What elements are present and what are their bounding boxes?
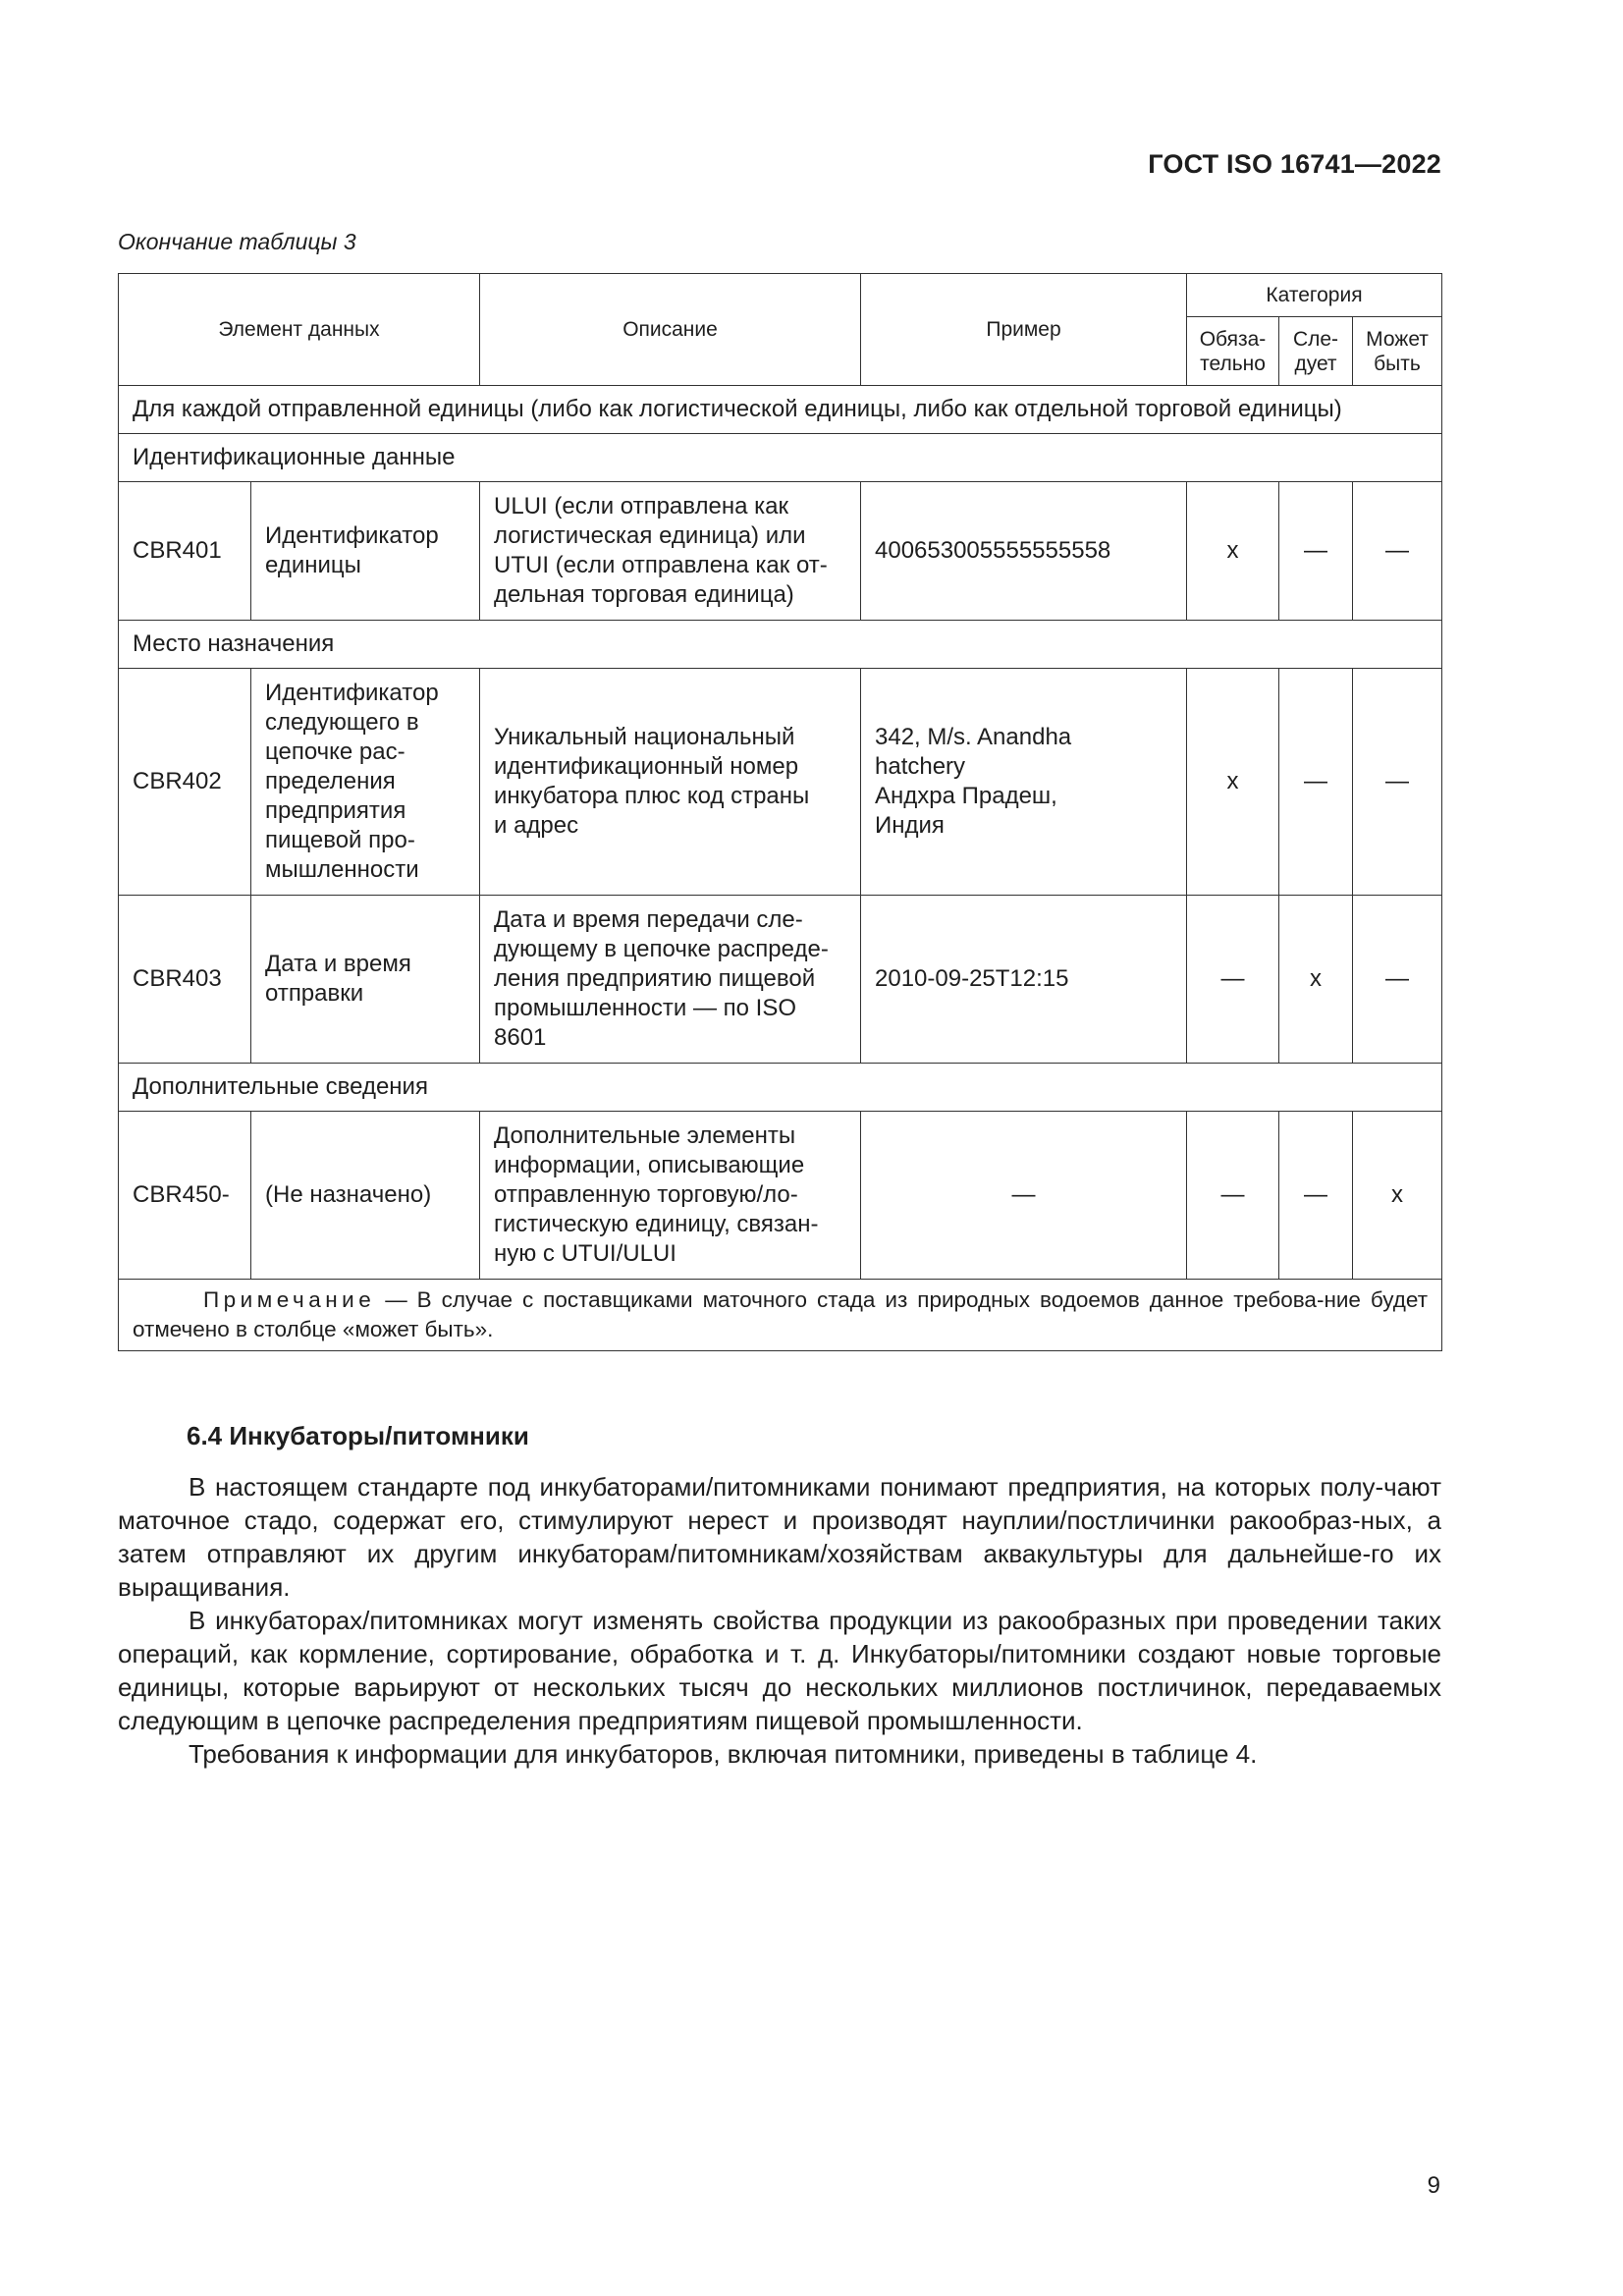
row-should: — [1279,669,1353,896]
row-should: x [1279,896,1353,1064]
page-number: 9 [1427,2172,1440,2199]
section-row-destination: Место назначения [119,621,1442,669]
table-row [119,482,1442,621]
row-name: Идентификатор следующего в цепочке рас- пределения предприятия пищевой про- мышленности [251,669,480,896]
section-row-all-units: Для каждой отправленной единицы (либо как логистической единицы, либо как отдельной торговой единицы) [119,386,1442,434]
standard-header: ГОСТ ISO 16741—2022 [1148,149,1441,179]
row-example: 2010-09-25T12:15 [861,896,1187,1064]
table-note [119,1280,1442,1351]
row-mandatory: — [1187,896,1279,1064]
header-example: Пример [861,274,1187,386]
row-name: Дата и время отправки [251,896,480,1064]
row-example: 342, M/s. Anandha hatchery Андхра Прадеш, Индия [861,669,1187,896]
row-mandatory: — [1187,1112,1279,1280]
header-cat-mandatory: Обяза- тельно [1187,317,1279,386]
row-description: Дополнительные элементы информации, описывающие отправленную торговую/ло- гистическую единицу, связан- ную с UTUI/ULUI [480,1112,861,1280]
table-row [119,669,1442,896]
paragraph: В настоящем стандарте под инкубаторами/питомниками понимают предприятия, на которых полу-чают маточное стадо, содержат его, стимулируют нерест и производят науплии/постличинки ракообраз-ных, а затем отправляют их другим инкубаторам/питомникам/хозяйствам аквакультуры для дальнейше-го их выращивания. [118,1472,1441,1602]
header-element: Элемент данных [119,274,480,386]
table-caption: Окончание таблицы 3 [118,229,356,254]
paragraph: В инкубаторах/питомниках могут изменять свойства продукции из ракообразных при проведении таких операций, как кормление, сортирование, обработка и т. д. Инкубаторы/питомники создают новые торговые единицы, которые варьируют от нескольких тысяч до нескольких миллионов постличинок, передаваемых следующим в цепочке распределения предприятиям пищевой промышленности. [118,1606,1441,1735]
row-may: — [1353,482,1442,621]
section-body [118,1470,1441,1771]
row-code: CBR403 [119,896,251,1064]
table-row [119,1112,1442,1280]
row-name: Идентификатор единицы [251,482,480,621]
paragraph: Требования к информации для инкубаторов, включая питомники, приведены в таблице 4. [189,1739,1258,1769]
row-example: 400653005555555558 [861,482,1187,621]
data-elements-table [118,273,1442,1351]
row-description: Уникальный национальный идентификационный номер инкубатора плюс код страны и адрес [480,669,861,896]
header-cat-may: Может быть [1353,317,1442,386]
row-code: CBR401 [119,482,251,621]
header-description: Описание [480,274,861,386]
row-may: x [1353,1112,1442,1280]
row-name: (Не назначено) [251,1112,480,1280]
section-row-identification: Идентификационные данные [119,434,1442,482]
header-category: Категория [1187,274,1442,317]
row-mandatory: x [1187,482,1279,621]
row-example: — [861,1112,1187,1280]
note-label: Примечание [203,1287,376,1312]
row-code: CBR450- [119,1112,251,1280]
row-description: Дата и время передачи сле- дующему в цепочке распреде- ления предприятию пищевой промышленности — по ISO 8601 [480,896,861,1064]
table-row [119,896,1442,1064]
row-should: — [1279,1112,1353,1280]
note-text: — В случае с поставщиками маточного стада из природных водоемов данное требова-ние будет отмечено в столбце «может быть». [133,1287,1429,1341]
row-should: — [1279,482,1353,621]
section-heading: 6.4 Инкубаторы/питомники [187,1421,529,1450]
row-may: — [1353,669,1442,896]
row-mandatory: x [1187,669,1279,896]
row-code: CBR402 [119,669,251,896]
header-cat-should: Сле- дует [1279,317,1353,386]
row-may: — [1353,896,1442,1064]
row-description: ULUI (если отправлена как логистическая единица) или UTUI (если отправлена как от- дельная торговая единица) [480,482,861,621]
section-row-additional: Дополнительные сведения [119,1064,1442,1112]
